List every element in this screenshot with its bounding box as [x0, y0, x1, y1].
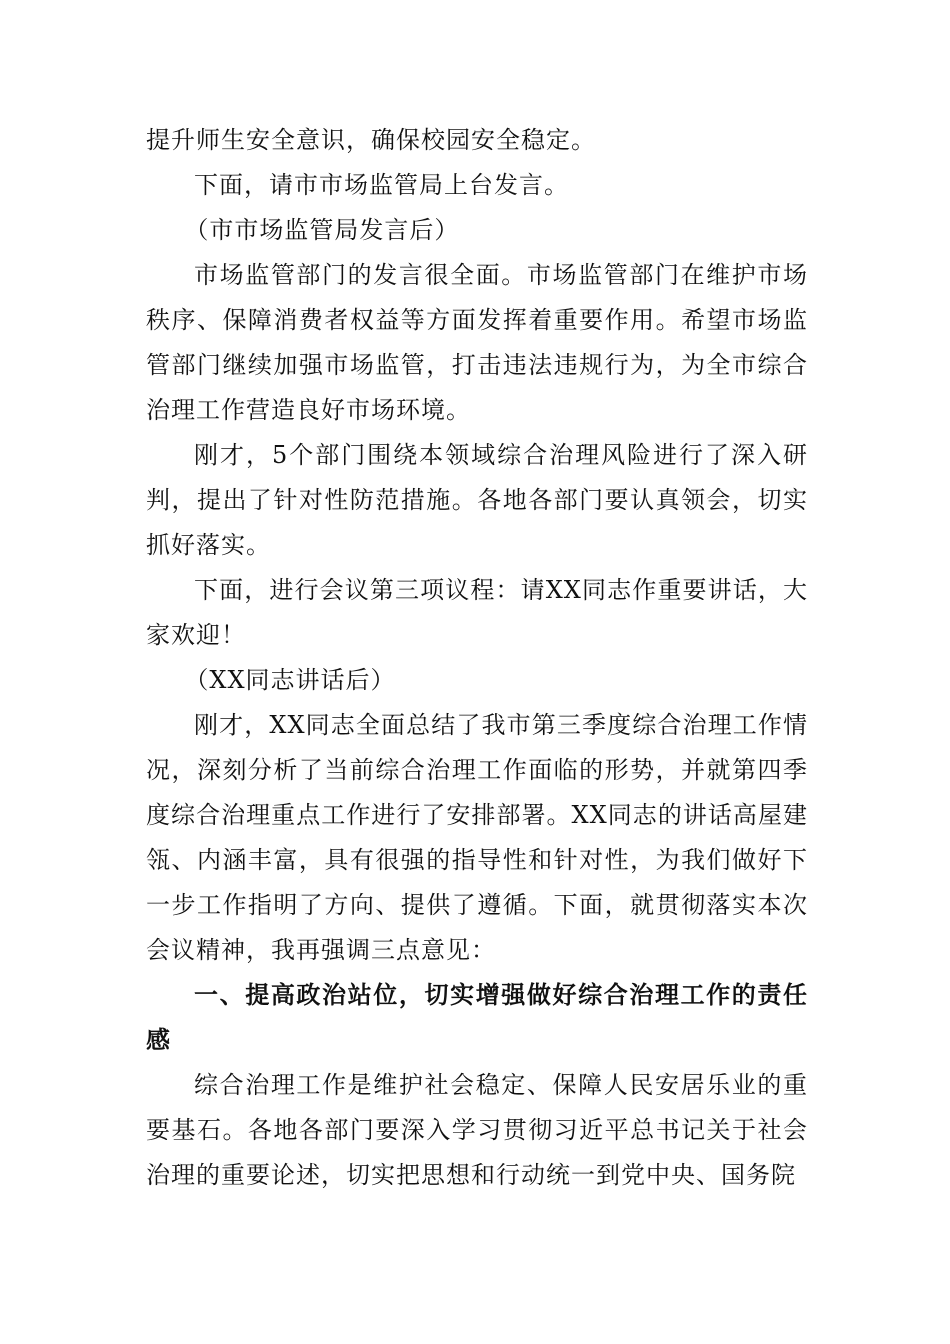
paragraph-agenda: 下面，进行会议第三项议程：请XX同志作重要讲话，大家欢迎！ [146, 576, 808, 649]
paragraph-stage-note: （市市场监管局发言后） [184, 216, 460, 244]
paragraph-continuation: 提升师生安全意识，确保校园安全稳定。 [146, 126, 596, 154]
section-heading: 一、提高政治站位，切实增强做好综合治理工作的责任感 [146, 981, 808, 1054]
paragraph-comment: 市场监管部门的发言很全面。市场监管部门在维护市场秩序、保障消费者权益等方面发挥着重要作用。希望市场监管部门继续加强市场监管，打击违法违规行为，为全市综合治理工作营造良好市场环境。 [146, 261, 808, 424]
paragraph-body: 综合治理工作是维护社会稳定、保障人民安居乐业的重要基石。各地各部门要深入学习贯彻习近平总书记关于社会治理的重要论述，切实把思想和行动统一到党中央、国务院 [146, 1071, 808, 1189]
paragraph-stage-note: （XX同志讲话后） [184, 666, 396, 694]
paragraph-review: 刚才，XX同志全面总结了我市第三季度综合治理工作情况，深刻分析了当前综合治理工作面临的形势，并就第四季度综合治理重点工作进行了安排部署。XX同志的讲话高屋建瓴、内涵丰富，具有很强的指导性和针对性，为我们做好下一步工作指明了方向、提供了遵循。下面，就贯彻落实本次会议精神，我再强调三点意见： [146, 711, 808, 964]
paragraph-summary: 刚才，5个部门围绕本领域综合治理风险进行了深入研判，提出了针对性防范措施。各地各部门要认真领会，切实抓好落实。 [146, 441, 808, 559]
paragraph-announcement: 下面，请市市场监管局上台发言。 [194, 171, 569, 199]
document-body [146, 118, 808, 1198]
